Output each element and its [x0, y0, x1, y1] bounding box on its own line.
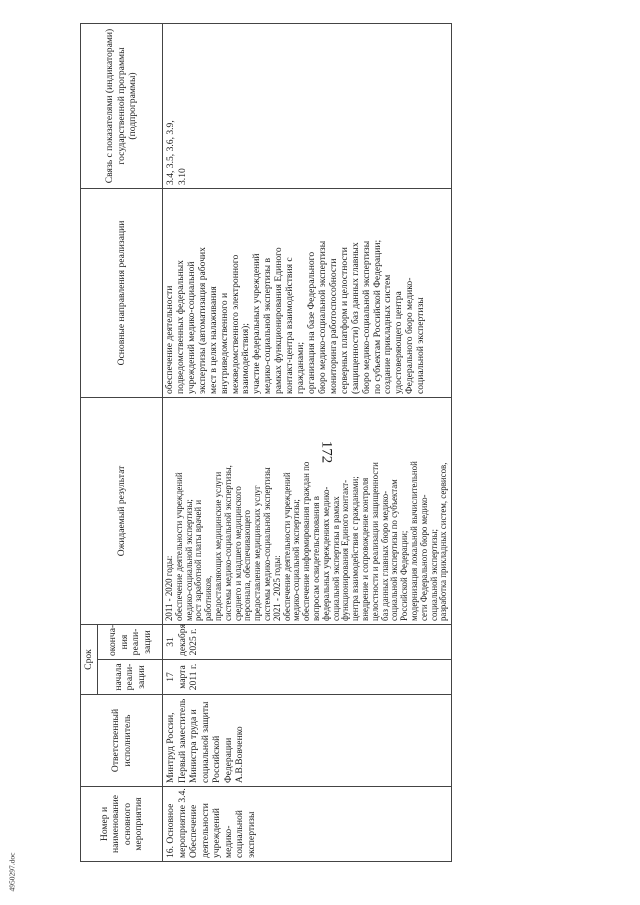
- header-row-1: [81, 24, 98, 862]
- cell-text-line: медико-: [222, 825, 234, 858]
- cell-text-line: внутриведомственного и: [218, 292, 230, 394]
- cell-text-line: мест в целях налаживания: [207, 286, 219, 394]
- cell-text-line: 17: [165, 672, 176, 682]
- cell-text-line: медико-социальной экспертизы в: [262, 257, 274, 394]
- cell-text-line: предоставление медицинских услуг: [252, 485, 263, 621]
- cell-text-line: разработка прикладных систем, сервисов,: [438, 462, 449, 621]
- cell-text-line: деятельности: [199, 803, 211, 858]
- cell-text-line: учреждений медико-социальной: [185, 261, 197, 394]
- header-responsible: Ответственный исполнитель: [81, 695, 163, 787]
- cell-text-line: 31: [165, 637, 176, 647]
- cell-text-line: межведомственного электронного: [229, 254, 241, 394]
- cell-text-line: бюро медико-социальной экспертизы: [316, 240, 328, 394]
- cell-text-line: обеспечение деятельности: [164, 285, 175, 394]
- cell-text-line: системы медико-социальной экспертизы: [261, 467, 272, 621]
- cell-text-line: 16. Основное: [165, 803, 176, 858]
- cell-text-line: социальной экспертизы в рамках: [330, 496, 341, 621]
- cell-text-line: социальной экспертизы;: [428, 529, 439, 621]
- cell-text-line: создание прикладных систем: [382, 274, 394, 394]
- rotated-page-content: [80, 24, 449, 862]
- cell-text-line: организация на базе Федерального: [305, 251, 317, 394]
- cell-start-date: [163, 660, 452, 695]
- cell-text-line: гражданами;: [295, 341, 307, 394]
- cell-responsible: [163, 695, 452, 787]
- cell-text-line: мероприятие 3.4.: [176, 788, 188, 858]
- cell-text-line: (защищенности) баз данных главных: [349, 242, 361, 394]
- cell-text-line: социальной экспертизы: [415, 297, 427, 394]
- cell-text-line: Минтруд России,: [165, 712, 176, 783]
- header-start: начала реали-зации: [98, 660, 163, 695]
- header-expected-result: Ожидаемый результат: [81, 398, 163, 625]
- cell-text-line: взаимодействия);: [240, 323, 252, 394]
- cell-text-line: подведомственных федеральных: [174, 260, 186, 394]
- cell-text-line: сети Федерального бюро медико-: [418, 494, 429, 621]
- cell-text-line: медико-социальной экспертизы;: [291, 499, 302, 621]
- cell-text-line: медико-социальной экспертизы;: [183, 499, 194, 621]
- cell-text-line: Первый заместитель: [176, 698, 188, 783]
- cell-text-line: 2011 г.: [188, 663, 199, 691]
- cell-text-line: рамках функционирования Единого: [273, 247, 285, 394]
- cell-directions: [163, 189, 452, 398]
- cell-text-line: экспертизы: [245, 811, 257, 858]
- cell-text-line: функционирования Единого контакт-: [340, 479, 351, 621]
- cell-text-line: системы медико-социальной экспертизы,: [222, 465, 233, 621]
- cell-text-line: Российской Федерации;: [399, 530, 410, 621]
- cell-text-line: марта: [176, 665, 188, 689]
- cell-text-line: центра взаимодействия с гражданами;: [350, 476, 361, 621]
- cell-indicator-link: [163, 24, 452, 189]
- cell-text-line: Федерального бюро медико-: [404, 277, 416, 394]
- cell-text-line: экспертизы (автоматизация рабочих: [196, 247, 208, 394]
- cell-text-line: мониторинга работоспособности: [327, 258, 339, 394]
- cell-text-line: 2021 - 2025 годы:: [271, 555, 282, 621]
- cell-text-line: 2011 - 2020 годы:: [164, 555, 174, 621]
- cell-number-name: [163, 787, 452, 862]
- cell-text-line: внедрение и сопровождение контроля: [359, 477, 370, 621]
- cell-text-line: федеральных учреждениях медико-: [320, 486, 331, 621]
- header-term: Срок: [81, 625, 98, 695]
- program-table: [80, 23, 452, 862]
- cell-text-line: рост заработной платы врачей и: [193, 499, 204, 621]
- cell-text-line: социальной защиты: [199, 701, 211, 783]
- cell-text-line: декабря: [176, 623, 188, 656]
- header-end: оконча-ния реали-зации: [98, 625, 163, 660]
- page-number: 172: [318, 440, 335, 464]
- cell-text-line: модернизация локальной вычислительной: [408, 461, 419, 621]
- cell-text-line: 3.4, 3.5, 3.6, 3.9,: [165, 120, 176, 185]
- cell-text-line: серверных платформ и целостности: [338, 247, 350, 394]
- header-number-name: Номер и наименование основного мероприятия: [81, 787, 163, 862]
- cell-text-line: вопросам освидетельствования в: [310, 496, 321, 621]
- cell-text-line: работников,: [203, 575, 214, 621]
- cell-text-line: участие федеральных учреждений: [251, 253, 263, 394]
- cell-text-line: обеспечение деятельности учреждений: [173, 472, 184, 621]
- cell-text-line: Российской: [211, 735, 222, 783]
- cell-text-line: социальной: [234, 810, 245, 858]
- cell-text-line: 2025 г.: [188, 628, 199, 656]
- cell-text-line: бюро медико-социальной экспертизы: [360, 240, 372, 394]
- table-row: [163, 24, 452, 862]
- cell-text-line: Министра труда и: [188, 709, 199, 783]
- cell-text-line: баз данных главных бюро медико-: [379, 490, 390, 621]
- cell-text-line: обеспечение информирования граждан по: [301, 461, 312, 621]
- cell-text-line: среднего и младшего медицинского: [232, 486, 243, 621]
- cell-text-line: целостности и реализации защищенности: [369, 462, 380, 621]
- cell-text-line: Федерации: [222, 737, 234, 783]
- cell-text-line: контакт-центра взаимодействия с: [284, 257, 296, 394]
- cell-end-date: [163, 625, 452, 660]
- cell-text-line: по субъектам Российской Федерации;: [371, 239, 383, 394]
- cell-text-line: учреждений: [211, 808, 222, 858]
- header-directions: Основные направления реализации: [81, 189, 163, 398]
- cell-text-line: удостоверяющего центра: [393, 291, 405, 394]
- cell-text-line: социальной экспертизы по субъектам: [389, 479, 400, 621]
- cell-text-line: 3.10: [176, 168, 188, 185]
- header-indicator-link: Связь с показателями (индикаторами) государственной программы (подпрограммы): [81, 24, 163, 189]
- cell-expected-result: [163, 398, 452, 625]
- cell-text-line: предоставляющих медицинские услуги: [212, 471, 223, 621]
- cell-text-line: А.В.Вовченко: [234, 726, 245, 783]
- cell-text-line: персонала, обеспечивающего: [242, 510, 253, 621]
- document-code: 4950297.doc: [7, 852, 17, 892]
- cell-text-line: обеспечение деятельности учреждений: [281, 472, 292, 621]
- cell-text-line: Обеспечение: [188, 804, 199, 858]
